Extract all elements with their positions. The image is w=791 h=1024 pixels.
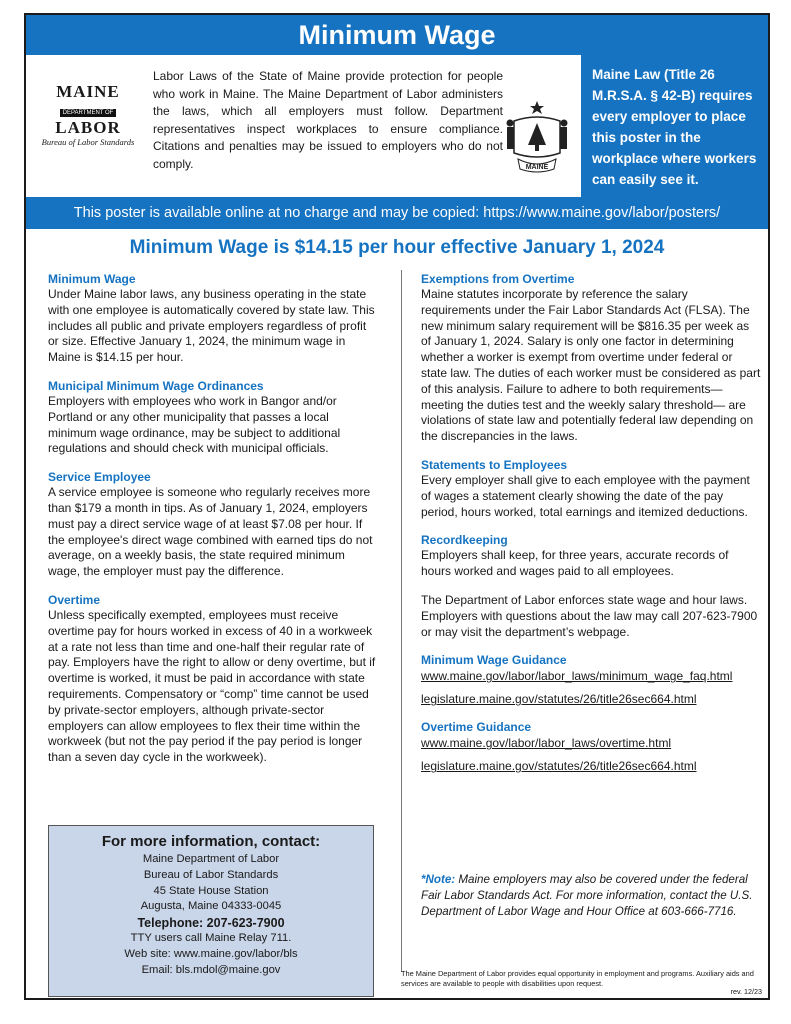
enforcement-paragraph <box>421 593 761 640</box>
contact-website: Web site: www.maine.gov/labor/bls <box>124 947 298 960</box>
section-heading: Exemptions from Overtime <box>421 272 575 286</box>
minimum-wage-headline: Minimum Wage is $14.15 per hour effective January 1, 2024 <box>129 237 665 258</box>
section-body: A service employee is someone who regularly receives more than $179 a month in tips. As of January 1, 2024, employers must pay a direct service wage of at least $7.08 per hour. If the employee's direct wage combined with earned tips do not average, on a weekly basis, the state required minimum wage, the employer must pay the difference. <box>48 485 373 579</box>
right-column <box>421 272 761 787</box>
overtime-statute-link[interactable]: legislature.maine.gov/statutes/26/title26sec664.html <box>421 759 697 774</box>
poster-title: Minimum Wage <box>26 15 768 55</box>
section-statements <box>421 458 761 520</box>
section-heading: Service Employee <box>48 470 151 485</box>
contact-org: Maine Department of Labor <box>142 853 280 865</box>
logo-bureau-text: Bureau of Labor Standards <box>41 137 135 147</box>
seal-banner-text: MAINE <box>525 164 549 171</box>
contact-city: Augusta, Maine 04333-0045 <box>140 900 282 913</box>
min-wage-statute-link[interactable]: legislature.maine.gov/statutes/26/title26sec664.html <box>421 692 697 707</box>
intro-text: Labor Laws of the State of Maine provide protection for people who work in Maine. The Maine Department of Labor administers the laws, which all employers must follow. Department representatives inspect workplaces to ensure compliance. Citations and penalties may be issued to employers who do not comply. <box>153 69 503 171</box>
contact-email: Email: bls.mdol@maine.gov <box>141 963 281 976</box>
contact-box <box>48 825 374 997</box>
section-body: Unless specifically exempted, employees must receive overtime pay for hours worked in excess of 40 in a workweek at a rate not less than time and one-half their regular rate of pay. Employers have the right to allow or deny overtime, but if overtime is worked, it must be paid in accordance with state requirements. Compensatory or “comp” time cannot be used by private-sector employers, although private-sector employers can allow employees to flex their time within the workweek (but not the pay period if the pay period is longer than a seven day cycle in the workweek). <box>48 607 376 765</box>
section-heading: Statements to Employees <box>421 457 568 472</box>
section-heading: Overtime <box>48 592 101 607</box>
contact-tty: TTY users call Maine Relay 711. <box>130 932 292 945</box>
left-column <box>48 272 378 779</box>
contact-telephone: Telephone: 207-623-7900 <box>137 916 285 931</box>
contact-bureau: Bureau of Labor Standards <box>143 868 279 881</box>
section-heading: Municipal Minimum Wage Ordinances <box>48 378 264 393</box>
contact-heading: For more information, contact: <box>101 833 321 850</box>
law-notice: Maine Law (Title 26 M.R.S.A. § 42-B) requires every employer to place this poster in the workplace where workers can easily see it. <box>581 55 768 197</box>
section-overtime-guidance <box>421 720 761 774</box>
section-body: Employers shall keep, for three years, accurate records of hours worked and wages paid to all employees. <box>421 548 729 579</box>
section-overtime-exemptions <box>421 272 761 445</box>
contact-street: 45 State House Station <box>153 884 269 897</box>
section-heading: Minimum Wage Guidance <box>421 653 567 668</box>
maine-state-seal-icon <box>504 99 570 175</box>
section-overtime <box>48 593 378 766</box>
header-body <box>26 55 768 197</box>
logo-dept-text: DEPARTMENT OF <box>60 109 117 117</box>
section-body: Every employer shall give to each employee with the payment of wages a statement clearly showing the date of the pay period, hours worked, total earnings and itemized deductions. <box>421 472 750 519</box>
section-body: Employers with employees who work in Bangor and/or Portland or any other municipality that passes a local minimum wage ordinance, may be subject to additional regulations and should check with municipal officials. <box>48 393 341 456</box>
section-service-employee <box>48 470 378 580</box>
section-minimum-wage <box>48 272 378 366</box>
maine-dol-logo <box>32 83 144 148</box>
section-heading: Recordkeeping <box>421 533 508 548</box>
section-heading: Overtime Guidance <box>421 720 532 735</box>
logo-maine-text: MAINE <box>56 82 120 101</box>
section-recordkeeping <box>421 533 761 580</box>
enforcement-text: The Department of Labor enforces state wage and hour laws. Employers with questions about the law may call 207-623-7900 or may visit the department’s webpage. <box>421 592 758 639</box>
logo-labor-text: LABOR <box>55 118 121 137</box>
note-text: Maine employers may also be covered under the federal Fair Labor Standards Act. For more information, contact the U.S. Department of Labor Wage and Hour Office at 603-666-7716. <box>421 873 753 918</box>
note-label: *Note: <box>421 873 456 886</box>
min-wage-faq-link[interactable]: www.maine.gov/labor/labor_laws/minimum_wage_faq.html <box>421 669 733 684</box>
section-body: Maine statutes incorporate by reference the salary requirements under the Fair Labor Standards Act (FLSA). The new minimum salary requirement will be $816.35 per week as of January 1, 2024. Salary is only one factor in determining whether a worker is exempt from overtime under federal or state law. The duties of each worker must be considered as part of this analysis. Failure to adhere to both requirements—meeting the duties test and the weekly salary threshold— are violations of state law and potentially federal law depending on the discrepancies in the laws. <box>421 287 761 444</box>
section-heading: Minimum Wage <box>48 272 136 286</box>
revision-date: rev. 12/23 <box>730 987 762 996</box>
section-min-wage-guidance <box>421 653 761 707</box>
flsa-note <box>421 872 761 919</box>
eeo-footer: The Maine Department of Labor provides equal opportunity in employment and programs. Auxiliary aids and services are available to people with disabilities upon request. <box>401 969 754 988</box>
column-divider <box>401 270 402 972</box>
section-municipal-ordinances <box>48 379 378 457</box>
overtime-guide-link[interactable]: www.maine.gov/labor/labor_laws/overtime.html <box>421 736 672 751</box>
section-body: Under Maine labor laws, any business operating in the state with one employee is automatically covered by state law. This includes all public and private employers regardless of profit or size. Effective January 1, 2024, the minimum wage in Maine is $14.15 per hour. <box>48 287 375 365</box>
poster <box>24 13 770 1000</box>
availability-banner: This poster is available online at no charge and may be copied: https://www.maine.gov/labor/posters/ <box>26 197 768 229</box>
